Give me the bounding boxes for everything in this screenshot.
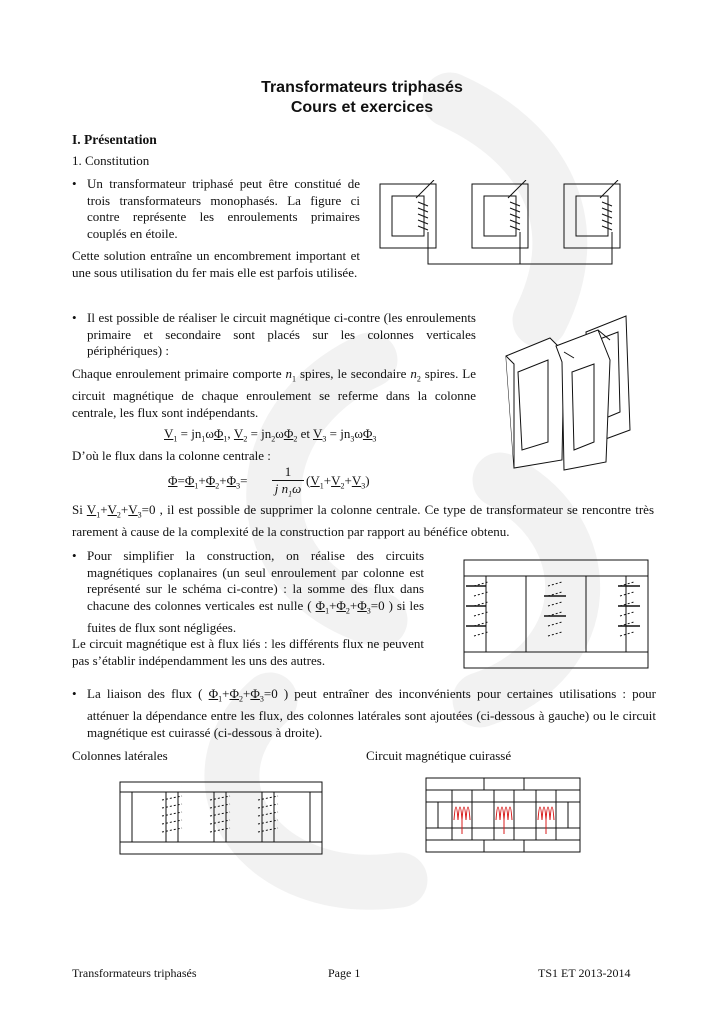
fraction: 1 j $n_1\omega$ — [272, 464, 304, 499]
bullet-3-text: Pour simplifier la construction, on réalise des circuits magnétiques coplanaires (un seul enroulement par colonne est représenté sur le schéma ci-contre) : la somme des flux dans chacune des colonnes verticales est nulle ( $\Phi_1+\Phi_2+\Phi_3=0$ ) si les fuites de flux sont négligées. — [87, 548, 425, 635]
p4-part-b: spires, le secondaire — [296, 366, 411, 381]
footer-title: Transformateurs triphasés — [72, 966, 197, 980]
p4-part-d: Le circuit magnétique de chaque enroulement se referme dans la colonne centrale, les flux sont indépendants. — [72, 366, 476, 420]
paragraph-encombrement: Cette solution entraîne un encombrement important et une sous utilisation du fer mais elle est parfois utilisée. — [72, 248, 360, 280]
bullet-4-text: La liaison des flux ( $\Phi_1+\Phi_2+\Phi_3=0$ ) peut entraîner des inconvénients pour certaines utilisations : pour atténuer la dépendance entre les flux, des colonnes latérales sont ajoutées (ci-dessous à gauche) ou le circuit magnétique est cuirassé (ci-dessous à droite). — [87, 686, 656, 740]
equation-v-flux: $V_1 = jn_1\omega\Phi_1$, $V_2 = jn_2\omega\Phi_2$ et $V_3 = jn_3\omega\Phi_3$ — [164, 426, 377, 444]
sub-1: 1 — [292, 374, 297, 384]
page-title — [0, 78, 724, 118]
subsection-heading: 1. Constitution — [72, 153, 150, 168]
title-line-1: Transformateurs triphasés — [261, 79, 463, 96]
paragraph-si: Si $V_1+V_2+V_3=0$ , il est possible de supprimer la colonne centrale. Ce type de transformateur se rencontre très rarement à cause de la complexité de la construction par rapport au bénéfice obtenu. — [72, 502, 655, 540]
paragraph-bullet-3 — [72, 548, 424, 636]
p4-part-c: spires. — [420, 366, 459, 381]
equation-central-flux: $\Phi=\Phi_1+\Phi_2+\Phi_3=$ 1 j $n_1\omega$ $(V_1+V_2+V_3)$ — [168, 464, 370, 499]
var-n2: n — [410, 366, 417, 381]
paragraph-bullet-4 — [72, 686, 656, 741]
p4-part-a: Chaque enroulement primaire comporte — [72, 366, 286, 381]
footer-page-number: Page 1 — [328, 966, 361, 980]
paragraph-bullet-2 — [72, 310, 476, 360]
var-n1: n — [285, 366, 293, 381]
paragraph-bullet-1 — [72, 176, 360, 242]
paragraph-enroulements — [72, 366, 476, 421]
figure-shell-type-circuit — [424, 776, 582, 854]
figure-coplanar-circuit — [460, 556, 652, 672]
label-circuit-cuirasse: Circuit magnétique cuirassé — [366, 748, 512, 763]
footer-class-year: TS1 ET 2013-2014 — [538, 966, 631, 980]
paragraph-flux-lies: Le circuit magnétique est à flux liés : les différents flux ne peuvent pas s’établir indépendamment les uns des autres. — [72, 636, 424, 668]
paragraph-dou: D’où le flux dans la colonne centrale : — [72, 448, 271, 463]
bullet-1-text: Un transformateur triphasé peut être constitué de trois transformateurs monophasés. La figure ci contre représente les enroulements primaires couplés en étoile. — [87, 176, 360, 241]
label-colonnes-laterales: Colonnes latérales — [72, 748, 168, 763]
bullet-3: • — [72, 548, 77, 563]
figure-3d-magnetic-circuit — [500, 312, 660, 482]
sub-2: 2 — [416, 374, 421, 384]
title-line-2: Cours et exercices — [290, 99, 434, 116]
section-heading: I. Présentation — [72, 132, 157, 147]
figure-three-monophase-transformers — [376, 180, 652, 268]
bullet-4: • — [72, 686, 77, 701]
bullet-2: • — [72, 310, 77, 325]
figure-lateral-columns — [118, 780, 324, 856]
bullet-2-text: Il est possible de réaliser le circuit magnétique ci-contre (les enroulements primaire et secondaire sont placés sur les colonnes verticales périphériques) : — [87, 310, 476, 358]
bullet-1: • — [72, 176, 77, 191]
